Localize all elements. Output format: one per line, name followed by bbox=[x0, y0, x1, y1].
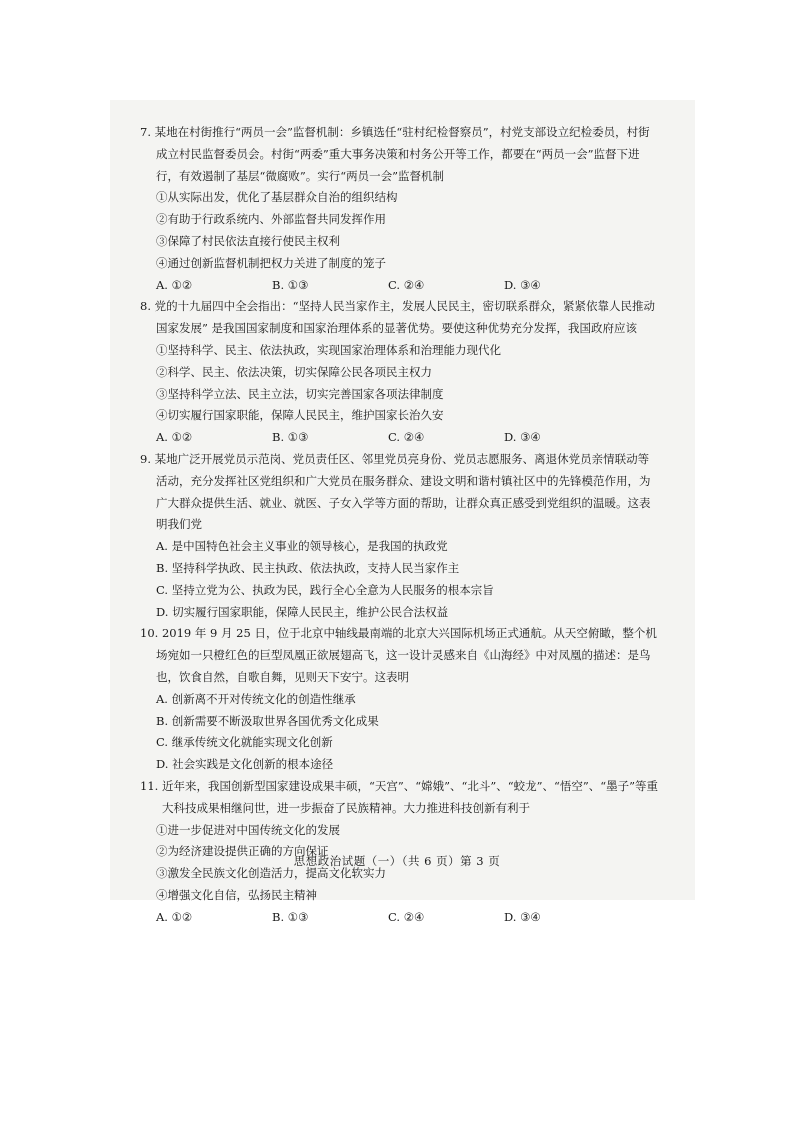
question-stem: 10. 2019 年 9 月 25 日，位于北京中轴线最南端的北京大兴国际机场正式通航。从天空俯瞰，整个机场宛如一只橙红色的巨型凤凰正欲展翅高飞，这一设计灵感来自《山海经》中对凤凰的描述：是鸟也，饮食自然，自歌自舞，见则天下安宁。这表明 bbox=[140, 626, 657, 684]
choice-c: C. ②④ bbox=[388, 277, 425, 292]
question-option: ④增强文化自信，弘扬民主精神 bbox=[156, 887, 317, 902]
choice-b: B. ①③ bbox=[272, 430, 309, 445]
choice-a: A. ①② bbox=[156, 277, 193, 292]
question-stem: 8. 党的十九届四中全会指出：“坚持人民当家作主，发展人民民主，密切联系群众，紧紧依靠人民推动国家发展” 是我国国家制度和国家治理体系的显著优势。要使这种优势充分发挥，我国政府应该 bbox=[140, 299, 656, 336]
question-option: ③激发全民族文化创造活力，提高文化软实力 bbox=[156, 866, 386, 881]
choice-d: D. ③④ bbox=[504, 430, 541, 445]
answer-choices bbox=[140, 275, 660, 297]
question-9 bbox=[140, 449, 660, 623]
choice-a: A. ①② bbox=[156, 909, 193, 924]
question-option: B. 创新需要不断汲取世界各国优秀文化成果 bbox=[156, 713, 379, 728]
question-option: ④通过创新监督机制把权力关进了制度的笼子 bbox=[156, 255, 386, 270]
choice-b: B. ①③ bbox=[272, 909, 309, 924]
question-option: ③保障了村民依法直接行使民主权利 bbox=[156, 233, 340, 248]
question-option: A. 是中国特色社会主义事业的领导核心，是我国的执政党 bbox=[156, 539, 448, 554]
choice-c: C. ②④ bbox=[388, 909, 425, 924]
question-option: ③坚持科学立法、民主立法，切实完善国家各项法律制度 bbox=[156, 386, 444, 401]
question-option: D. 切实履行国家职能，保障人民民主，维护公民合法权益 bbox=[156, 604, 449, 619]
page-footer: 思想政治试题（一）（共 6 页）第 3 页 bbox=[293, 854, 501, 868]
question-8 bbox=[140, 296, 660, 449]
question-option: ①坚持科学、民主、依法执政，实现国家治理体系和治理能力现代化 bbox=[156, 342, 501, 357]
choice-b: B. ①③ bbox=[272, 277, 309, 292]
choice-d: D. ③④ bbox=[504, 277, 541, 292]
choice-c: C. ②④ bbox=[388, 430, 425, 445]
choice-d: D. ③④ bbox=[504, 909, 541, 924]
question-option: ①从实际出发，优化了基层群众自治的组织结构 bbox=[156, 190, 398, 205]
question-option: ④切实履行国家职能，保障人民民主，维护国家长治久安 bbox=[156, 408, 444, 423]
question-10 bbox=[140, 623, 660, 776]
answer-choices bbox=[140, 907, 660, 929]
question-option: D. 社会实践是文化创新的根本途径 bbox=[156, 757, 334, 772]
exam-content bbox=[140, 122, 660, 928]
choice-a: A. ①② bbox=[156, 430, 193, 445]
question-stem: 11. 近年来，我国创新型国家建设成果丰硕，“天宫”、“嫦娥”、“北斗”、“蛟龙”、“悟空”、“墨子”等重大科技成果相继问世，进一步振奋了民族精神。大力推进科技创新有利于 bbox=[140, 778, 658, 815]
question-option: C. 坚持立党为公、执政为民，践行全心全意为人民服务的根本宗旨 bbox=[156, 582, 494, 597]
question-option: ①进一步促进对中国传统文化的发展 bbox=[156, 822, 340, 837]
question-option: ②科学、民主、依法决策，切实保障公民各项民主权力 bbox=[156, 364, 432, 379]
question-option: ②有助于行政系统内、外部监督共同发挥作用 bbox=[156, 212, 386, 227]
question-stem: 7. 某地在村街推行“两员一会”监督机制：乡镇选任“驻村纪检督察员”，村党支部设立纪检委员，村街成立村民监督委员会。村街“两委”重大事务决策和村务公开等工作，都要在“两员一会”监督下进行，有效遏制了基层“微腐败”。实行“两员一会”监督机制 bbox=[140, 125, 650, 183]
question-stem: 9. 某地广泛开展党员示范岗、党员责任区、邻里党员亮身份、党员志愿服务、离退休党员亲情联动等活动，充分发挥社区党组织和广大党员在服务群众、建设文明和谐村镇社区中的先锋模范作用，为广大群众提供生活、就业、就医、子女入学等方面的帮助，让群众真正感受到党组织的温暖。这表明我们党 bbox=[140, 451, 651, 532]
question-option: ②为经济建设提供正确的方向保证 bbox=[156, 844, 329, 859]
question-option: A. 创新离不开对传统文化的创造性继承 bbox=[156, 691, 356, 706]
question-7 bbox=[140, 122, 660, 296]
question-option: B. 坚持科学执政、民主执政、依法执政，支持人民当家作主 bbox=[156, 560, 460, 575]
question-option: C. 继承传统文化就能实现文化创新 bbox=[156, 735, 333, 750]
answer-choices bbox=[140, 427, 660, 449]
